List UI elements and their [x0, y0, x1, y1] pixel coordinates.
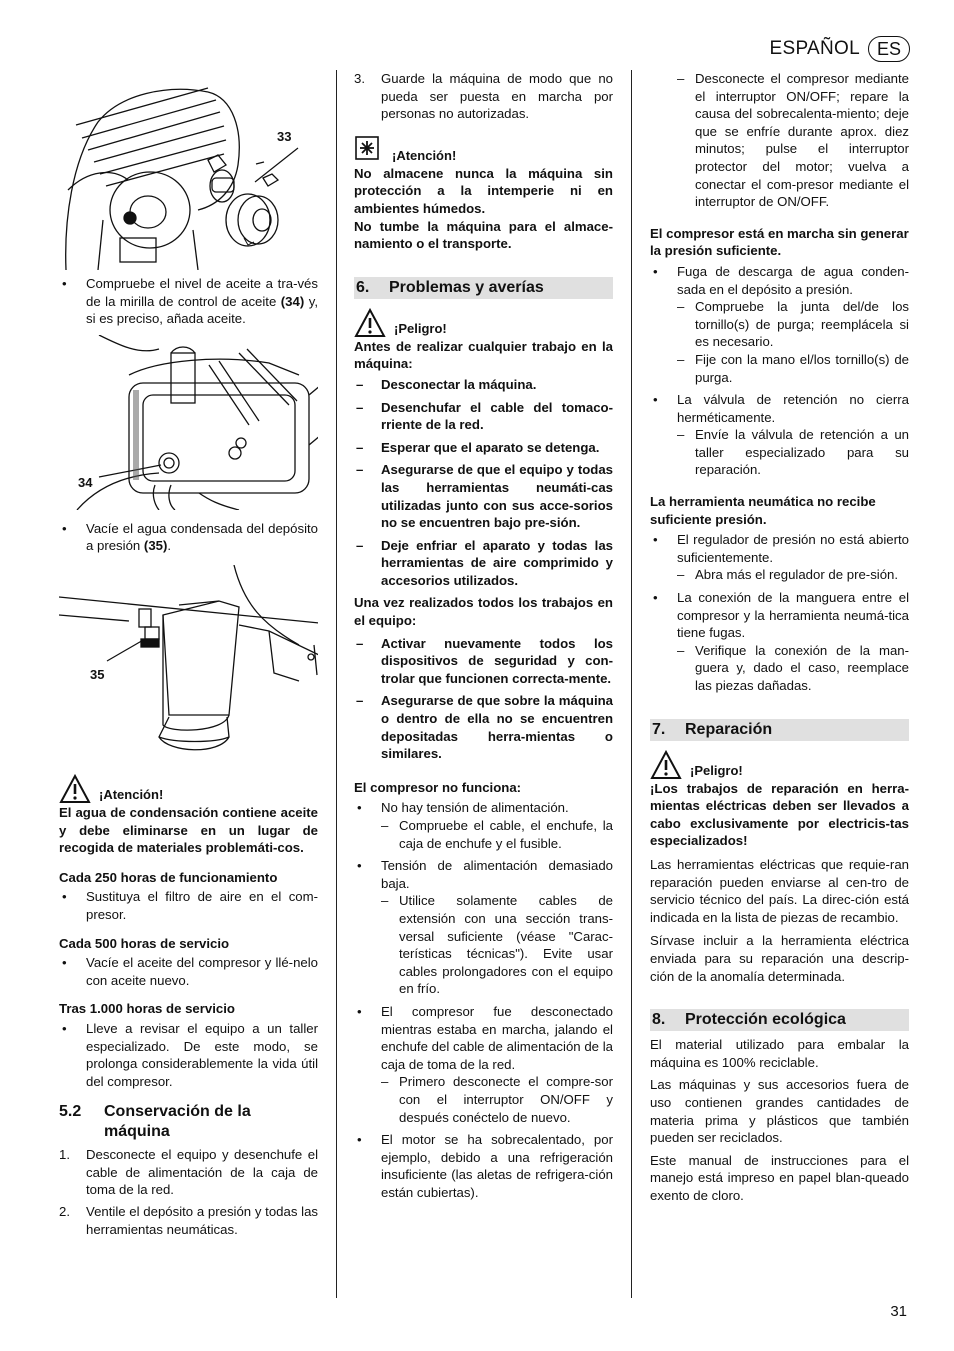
list-item: • El regulador de presión no está abierto suficientemente.	[653, 532, 909, 565]
list-item: – Deje enfriar el aparato y todas las herramientas de aire comprimido y accesorios utilizados.	[356, 537, 613, 588]
list-item: • No hay tensión de alimentación.	[357, 800, 569, 816]
list-item: • El compresor fue desconectado mientras estaba en marcha, jalando el enchufe del cable de alimentación de la caja de toma de la red.	[357, 1003, 613, 1072]
column-divider	[631, 70, 632, 1298]
list-item: • Vacíe el aceite del compresor y llé-nelo con aceite nuevo.	[62, 955, 318, 988]
step-item: 3. Guarde la máquina de modo que no pueda ser puesta en marcha por personas no autorizadas.	[354, 71, 613, 122]
list-item: – Asegurarse de que sobre la máquina o dentro de ella no se encuentren depositadas herra-mientas o similares.	[356, 693, 613, 762]
frost-warning: ¡Atención!	[354, 135, 613, 165]
language-code-badge: ES	[868, 36, 910, 62]
list-item: – Asegurarse de que el equipo y todas las herramientas neumáti-cas utilizadas junto con sus acce-sorios no se encuentren bajo pre-sión.	[356, 462, 613, 531]
bullet-condensate: • Vacíe el agua condensada del depósito a presión (35).	[62, 520, 318, 554]
column-2: 3. Guarde la máquina de modo que no pueda ser puesta en marcha por personas no autorizadas. ¡Atención! No almacene nunca la máquina sin protección a la intemperie ni en ambientes húmedos. No tumbe la máquina para el almace-namiento o el transporte. 6. Problemas y averías ¡Peligro! Antes de realizar cualquier trabajo en la máquina: – Desconectar la máquina. – Desenchufar el cable del tomaco-rriente de la red. – Esperar que el aparato se detenga. – Asegurarse de que el equipo y todas las herramientas neumáti-cas utilizadas junto con sus acce-sorios no se encuentren bajo pre-sión. – Deje enfriar el aparato y todas las herramientas de aire comprimido y accesorios utilizados. Una vez realizados todos los trabajos en el equipo: – Activar nuevamente todos los dispositivos de seguridad y con-trolar que funcionen correcta-mente. – Asegurarse de que sobre la máquina o dentro de ella no se encuentren depositadas herra-mientas o similares. El compresor no funciona: • No hay tensión de alimentación. – Compruebe el cable, el enchufe, la caja de enchufe y el fusible. • Tensión de alimentación demasiado baja. – Utilice solamente cables de extensión con una sección trans-versal suficiente (véase "Carac-terísticas técnicas"). Evite usar cables prolongadores con el equipo en frío. • El compresor fue desconectado mientras estaba en marcha, jalando el enchufe del cable de alimentación de la caja de toma de la red. – Primero desconecte el compre-sor con el interruptor ON/OFF y después conéctelo de nuevo. • El motor se ha sobrecalentado, por ejemplo, debido a una refrigeración insuficiente (las aletas de refrigera-ción están cubiertas).	[354, 71, 613, 1200]
step-item: 2. Ventile el depósito a presión y todas las herramientas neumáticas.	[59, 1204, 318, 1237]
list-item: – Activar nuevamente todos los dispositivos de seguridad y con-trolar que funcionen correcta-mente.	[356, 635, 613, 686]
section-7-heading: 7. Reparación	[650, 719, 909, 741]
list-subitem: – Desconecte el compresor mediante el interruptor ON/OFF; repare la causa del sobrecalenta-miento; deje que se enfríe durante aprox. diez minutos; pulse el interruptor protector del motor; vuelva a conectar el com-presor mediante el interruptor de ON/OFF.	[677, 71, 909, 210]
section-6-heading: 6. Problemas y averías	[354, 277, 613, 299]
list-subitem: – Primero desconecte el compre-sor con el interruptor ON/OFF y después conéctelo de nuevo.	[381, 1074, 613, 1125]
step-item: 1. Desconecte el equipo y desenchufe el cable de alimentación de la caja de toma de la red.	[59, 1147, 318, 1198]
drain-valve-illustration	[59, 565, 318, 765]
list-subitem: – Verifique la conexión de la man-guera y, dado el caso, reemplace las piezas dañadas.	[677, 642, 909, 693]
list-item: • Lleve a revisar el equipo a un taller especializado. De este modo, se prolonga considerablemente la vida útil del compresor.	[62, 1020, 318, 1089]
figure-drain-valve	[59, 565, 318, 765]
column-1: 33 • Compruebe el nivel de aceite a tra-vés de la mirilla de control de aceite (34) y, si es preciso, añada aceite. 34 • Vacíe el agua condensada del depósito a presión (35). 35 ¡Atención! El agua de condensación contiene aceite y debe eliminarse en un lugar de recogida de materiales problemáti-cos. Cada 250 horas de funcionamiento • Sustituya el filtro de aire en el com-presor. Cada 500 horas de servicio • Vacíe el aceite del compresor y llé-nelo con aceite nuevo. Tras 1.000 horas de servicio • Lleve a revisar el equipo a un taller especializado. De este modo, se prolonga considerablemente la vida útil del compresor. 5.2 Conservación de la máquina 1. Desconecte el equipo y desenchufe el cable de alimentación de la caja de toma de la red. 2. Ventile el depósito a presión y todas las herramientas neumáticas.	[59, 70, 318, 1238]
figure-label-33: 33	[277, 129, 292, 144]
oil-sight-glass-illustration	[59, 335, 318, 510]
list-subitem: – Utilice solamente cables de extensión con una sección trans-versal suficiente (véase "Carac-terísticas técnicas"). Evite usar cables prolongadores con el equipo en frío.	[381, 893, 613, 997]
list-subitem: – Envíe la válvula de retención a un taller especializado para su reparación.	[677, 427, 909, 478]
section-8-heading: 8. Protección ecológica	[650, 1009, 909, 1031]
list-item: – Esperar que el aparato se detenga.	[356, 439, 600, 455]
column-divider	[336, 70, 337, 1298]
list-item: • Tensión de alimentación demasiado baja.	[357, 858, 613, 891]
compressor-head-illustration	[58, 70, 318, 270]
frost-icon	[354, 135, 384, 165]
bullet-oil-check: • Compruebe el nivel de aceite a tra-vés de la mirilla de control de aceite (34) y, si es preciso, añada aceite.	[62, 276, 318, 327]
list-item: • El motor se ha sobrecalentado, por ejemplo, debido a una refrigeración insuficiente (las aletas de refrigera-ción están cubiertas).	[357, 1132, 613, 1200]
warning-triangle-icon	[354, 308, 386, 338]
repair-danger-warning: ¡Peligro!	[650, 750, 909, 780]
list-item: – Desenchufar el cable del tomaco-rriente de la red.	[356, 399, 613, 433]
list-subitem: – Compruebe la junta del/de los tornillo(s) de purga; reemplácela si es necesario.	[677, 299, 909, 350]
list-item: – Desconectar la máquina.	[356, 376, 537, 392]
page-number: 31	[890, 1303, 907, 1320]
language-label: ESPAÑOL	[769, 38, 860, 60]
list-item: • Fuga de descarga de agua conden-sada en el depósito a presión.	[653, 263, 909, 297]
figure-label-34: 34	[78, 474, 93, 490]
list-subitem: – Compruebe el cable, el enchufe, la caja de enchufe y el fusible.	[381, 818, 613, 851]
list-item: • Sustituya el filtro de aire en el com-presor.	[62, 889, 318, 922]
warning-triangle-icon	[650, 750, 682, 780]
warning-triangle-icon	[59, 774, 91, 804]
page-header	[770, 36, 910, 62]
section-5-2-heading: 5.2 Conservación de la máquina	[59, 1103, 251, 1141]
list-item: • La válvula de retención no cierra herméticamente.	[653, 392, 909, 425]
list-subitem: – Abra más el regulador de pre-sión.	[677, 567, 899, 583]
figure-oil-level	[59, 335, 318, 510]
figure-oil-sight-glass	[58, 70, 318, 270]
danger-warning: ¡Peligro!	[354, 308, 613, 338]
warning-condensate: ¡Atención!	[59, 774, 318, 804]
figure-label-35: 35	[90, 666, 105, 682]
column-3: – Desconecte el compresor mediante el interruptor ON/OFF; repare la causa del sobrecalenta-miento; deje que se enfríe durante aprox. diez minutos; pulse el interruptor protector del motor; vuelva a conectar el com-presor mediante el interruptor de ON/OFF. El compresor está en marcha sin generar la presión suficiente. • Fuga de descarga de agua conden-sada en el depósito a presión. – Compruebe la junta del/de los tornillo(s) de purga; reemplácela si es necesario. – Fije con la mano el/los tornillo(s) de purga. • La válvula de retención no cierra herméticamente. – Envíe la válvula de retención a un taller especializado para su reparación. La herramienta neumática no recibe suficiente presión. • El regulador de presión no está abierto suficientemente. – Abra más el regulador de pre-sión. • La conexión de la manguera entre el compresor y la herramienta neumá-tica tiene fugas. – Verifique la conexión de la man-guera y, dado el caso, reemplace las piezas dañadas. 7. Reparación ¡Peligro! ¡Los trabajos de reparación en herra-mientas eléctricas deben ser llevados a cabo exclusivamente por electricis-tas especializados! Las herramientas eléctricas que requie-ran reparación pueden enviarse al cen-tro de servicio técnico del país. La direc-ción está indicada en la lista de piezas de recambio. Sírvase incluir a la herramienta eléctrica enviada para su reparación una descrip-ción de la anomalía determinada. 8. Protección ecológica El material utilizado para embalar la máquina es 100% reciclable. Las máquinas y sus accesorios fuera de uso contienen grandes cantidades de materia prima y plásticos que también pueden ser reciclados. Este manual de instrucciones para el manejo está impreso en papel blan-queado exento de cloro.	[650, 71, 909, 1203]
list-item: • La conexión de la manguera entre el compresor y la herramienta neumá-tica tiene fugas.	[653, 590, 909, 641]
list-subitem: – Fije con la mano el/los tornillo(s) de purga.	[677, 351, 909, 385]
